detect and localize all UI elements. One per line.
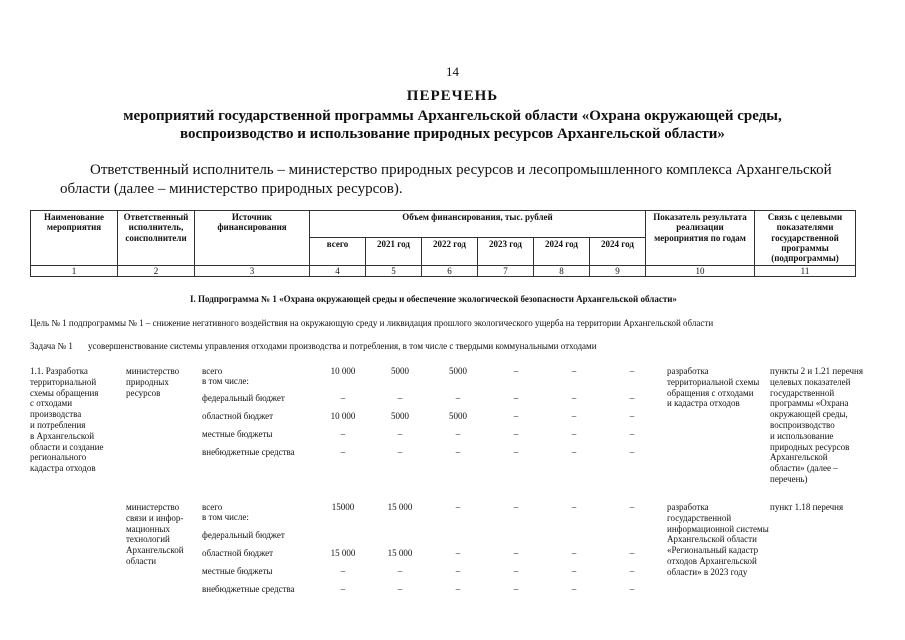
source-federal: федеральный бюджет — [202, 393, 285, 403]
value-cell: – — [571, 429, 577, 439]
responsible-executor-line-2: области (далее – министерство природных ресурсов). — [60, 181, 403, 197]
link-line: Архангельской — [770, 452, 828, 463]
link-line: целевых показателей — [770, 376, 851, 387]
value-cell: – — [455, 447, 461, 457]
executor-line: связи и инфор- — [126, 512, 184, 523]
value-cell: – — [513, 584, 519, 594]
value-cell: 5000 — [449, 411, 467, 421]
header-col-2024a: 2024 год — [534, 238, 590, 265]
value-cell: – — [455, 566, 461, 576]
value-cell: – — [397, 447, 403, 457]
value-cell: – — [513, 393, 519, 403]
value-cell: – — [513, 548, 519, 558]
document-subtitle-line-1: мероприятий государственной программы Архангельской области «Охрана окружающей среды, — [123, 108, 782, 124]
header-num: 3 — [195, 265, 310, 276]
subprogram-heading: I. Подпрограмма № 1 «Охрана окружающей среды и обеспечение экологической безопасности Архангельской области» — [190, 294, 677, 304]
header-num: 7 — [478, 265, 534, 276]
value-cell: – — [340, 447, 346, 457]
activity-name-line: в Архангельской — [30, 430, 95, 441]
result-line: территориальной схемы — [667, 376, 760, 387]
header-num: 10 — [646, 265, 755, 276]
responsible-executor-line-1: Ответственный исполнитель – министерство природных ресурсов и лесопромышленного комплекса Архангельской — [90, 162, 832, 178]
result-line: информационной системы — [667, 523, 769, 534]
value-cell: – — [397, 429, 403, 439]
value-cell: 15 000 — [387, 502, 413, 512]
executor-line: технологий — [126, 534, 170, 545]
value-cell: – — [397, 393, 403, 403]
executor-line: министерство — [126, 366, 180, 376]
value-cell: – — [629, 366, 635, 376]
executor-line: природных — [126, 376, 169, 387]
value-cell: 10 000 — [330, 366, 356, 376]
value-cell: – — [513, 429, 519, 439]
result-line: Архангельской области — [667, 534, 757, 545]
header-num: 5 — [366, 265, 422, 276]
result-line: разработка — [667, 502, 709, 512]
header-col-2021: 2021 год — [366, 238, 422, 265]
result-line: отходов Архангельской — [667, 555, 757, 566]
value-cell: – — [629, 429, 635, 439]
source-local: местные бюджеты — [202, 566, 273, 576]
link-line: окружающей среды, — [770, 409, 848, 420]
value-cell: – — [629, 447, 635, 457]
task-label: Задача № 1 — [30, 341, 73, 351]
link-line: области» (далее – — [770, 463, 838, 474]
header-num: 6 — [422, 265, 478, 276]
value-cell: – — [455, 548, 461, 558]
value-cell: – — [340, 566, 346, 576]
value-cell: 5000 — [391, 411, 409, 421]
value-cell: – — [571, 502, 577, 512]
activity-name-line: территориальной — [30, 376, 97, 387]
source-extrabudget: внебюджетные средства — [202, 584, 295, 594]
header-num: 8 — [534, 265, 590, 276]
link-line: пункты 2 и 1.21 перечня — [770, 366, 863, 376]
header-col-source: Источник финансирования — [195, 211, 310, 266]
executor-line: ресурсов — [126, 387, 161, 398]
result-line: и кадастра отходов — [667, 398, 740, 409]
document-subtitle-line-2: воспроизводство и использование природных ресурсов Архангельской области» — [180, 126, 725, 142]
target-link — [770, 366, 863, 485]
header-table — [30, 210, 856, 277]
value-cell: 10 000 — [330, 411, 356, 421]
target-link-2 — [770, 502, 843, 513]
activity-executor-2 — [126, 502, 184, 567]
value-cell: – — [629, 548, 635, 558]
value-cell: – — [629, 566, 635, 576]
executor-line: мационных — [126, 523, 170, 534]
header-col-executor: Ответственный исполнитель, соисполнители — [118, 211, 195, 266]
header-col-name: Наименование мероприятия — [31, 211, 118, 266]
value-cell: – — [397, 584, 403, 594]
source-local: местные бюджеты — [202, 429, 273, 439]
value-cell: – — [455, 429, 461, 439]
value-cell: – — [571, 566, 577, 576]
link-line: воспроизводство — [770, 419, 835, 430]
activity-name — [30, 366, 104, 474]
executor-line: области — [126, 555, 157, 566]
value-cell: – — [340, 429, 346, 439]
header-num: 9 — [590, 265, 646, 276]
header-num: 4 — [310, 265, 366, 276]
activity-name-line: производства — [30, 409, 82, 420]
result-indicator-2 — [667, 502, 769, 578]
header-col-2023: 2023 год — [478, 238, 534, 265]
document-title: ПЕРЕЧЕНЬ — [406, 88, 499, 104]
link-line: перечень) — [770, 473, 808, 484]
value-cell: – — [455, 502, 461, 512]
result-line: государственной — [667, 512, 732, 523]
goal-text: Цель № 1 подпрограммы № 1 – снижение негативного воздействия на окружающую среду и ликвидация прошлого экологического ущерба на территории Архангельской области — [30, 318, 714, 328]
result-line: разработка — [667, 366, 709, 376]
source-including: в том числе: — [202, 376, 249, 386]
header-num: 11 — [755, 265, 856, 276]
header-num: 2 — [118, 265, 195, 276]
value-cell: 15000 — [331, 502, 355, 512]
activity-name-line: области и создание — [30, 441, 104, 452]
source-regional: областной бюджет — [202, 411, 274, 421]
activity-executor — [126, 366, 179, 398]
page-number: 14 — [446, 64, 459, 79]
link-line: пункт 1.18 перечня — [770, 502, 844, 512]
link-line: и использование — [770, 430, 834, 441]
task-text: усовершенствование системы управления отходами производства и потребления, в том числе с твердыми коммунальными отходами — [88, 341, 597, 351]
header-col-funding: Объем финансирования, тыс. рублей — [310, 211, 646, 238]
value-cell: – — [513, 447, 519, 457]
header-col-total: всего — [310, 238, 366, 265]
header-row-top — [31, 211, 856, 238]
source-regional: областной бюджет — [202, 548, 274, 558]
result-line: области» в 2023 году — [667, 566, 748, 577]
value-cell: – — [455, 584, 461, 594]
executor-line: Архангельской — [126, 545, 184, 556]
value-cell: – — [513, 411, 519, 421]
link-line: государственной — [770, 387, 835, 398]
header-col-result: Показатель результата реализации мероприятия по годам — [646, 211, 755, 266]
source-including: в том числе: — [202, 512, 249, 522]
value-cell: – — [571, 584, 577, 594]
value-cell: – — [455, 393, 461, 403]
activity-name-line: 1.1. Разработка — [30, 366, 88, 376]
executor-line: министерство — [126, 502, 180, 512]
source-total: всего — [202, 502, 223, 512]
activity-name-line: схемы обращения — [30, 387, 99, 398]
value-cell: – — [629, 584, 635, 594]
link-line: природных ресурсов — [770, 441, 850, 452]
source-federal: федеральный бюджет — [202, 530, 285, 540]
header-col-link: Связь с целевыми показателями государственной программы (подпрограммы) — [755, 211, 856, 266]
activity-name-line: кадастра отходов — [30, 463, 96, 474]
value-cell: – — [340, 393, 346, 403]
header-col-2024b: 2024 год — [590, 238, 646, 265]
value-cell: – — [629, 393, 635, 403]
value-cell: – — [629, 411, 635, 421]
result-line: обращения с отходами — [667, 387, 754, 398]
result-indicator — [667, 366, 759, 409]
header-col-2022: 2022 год — [422, 238, 478, 265]
value-cell: – — [340, 584, 346, 594]
value-cell: 15 000 — [330, 548, 356, 558]
value-cell: – — [571, 366, 577, 376]
header-num: 1 — [31, 265, 118, 276]
value-cell: 15 000 — [387, 548, 413, 558]
link-line: программы «Охрана — [770, 398, 849, 409]
source-total: всего — [202, 366, 223, 376]
value-cell: – — [571, 447, 577, 457]
value-cell: – — [571, 548, 577, 558]
value-cell: – — [571, 393, 577, 403]
header-row-numbers — [31, 265, 856, 276]
value-cell: – — [513, 366, 519, 376]
value-cell: – — [629, 502, 635, 512]
activity-name-line: регионального — [30, 452, 87, 463]
value-cell: 5000 — [449, 366, 467, 376]
result-line: «Региональный кадастр — [667, 545, 759, 556]
activity-name-line: с отходами — [30, 398, 73, 409]
value-cell: 5000 — [391, 366, 409, 376]
source-extrabudget: внебюджетные средства — [202, 447, 295, 457]
activity-name-line: и потребления — [30, 419, 86, 430]
value-cell: – — [571, 411, 577, 421]
value-cell: – — [513, 566, 519, 576]
value-cell: – — [397, 566, 403, 576]
value-cell: – — [513, 502, 519, 512]
